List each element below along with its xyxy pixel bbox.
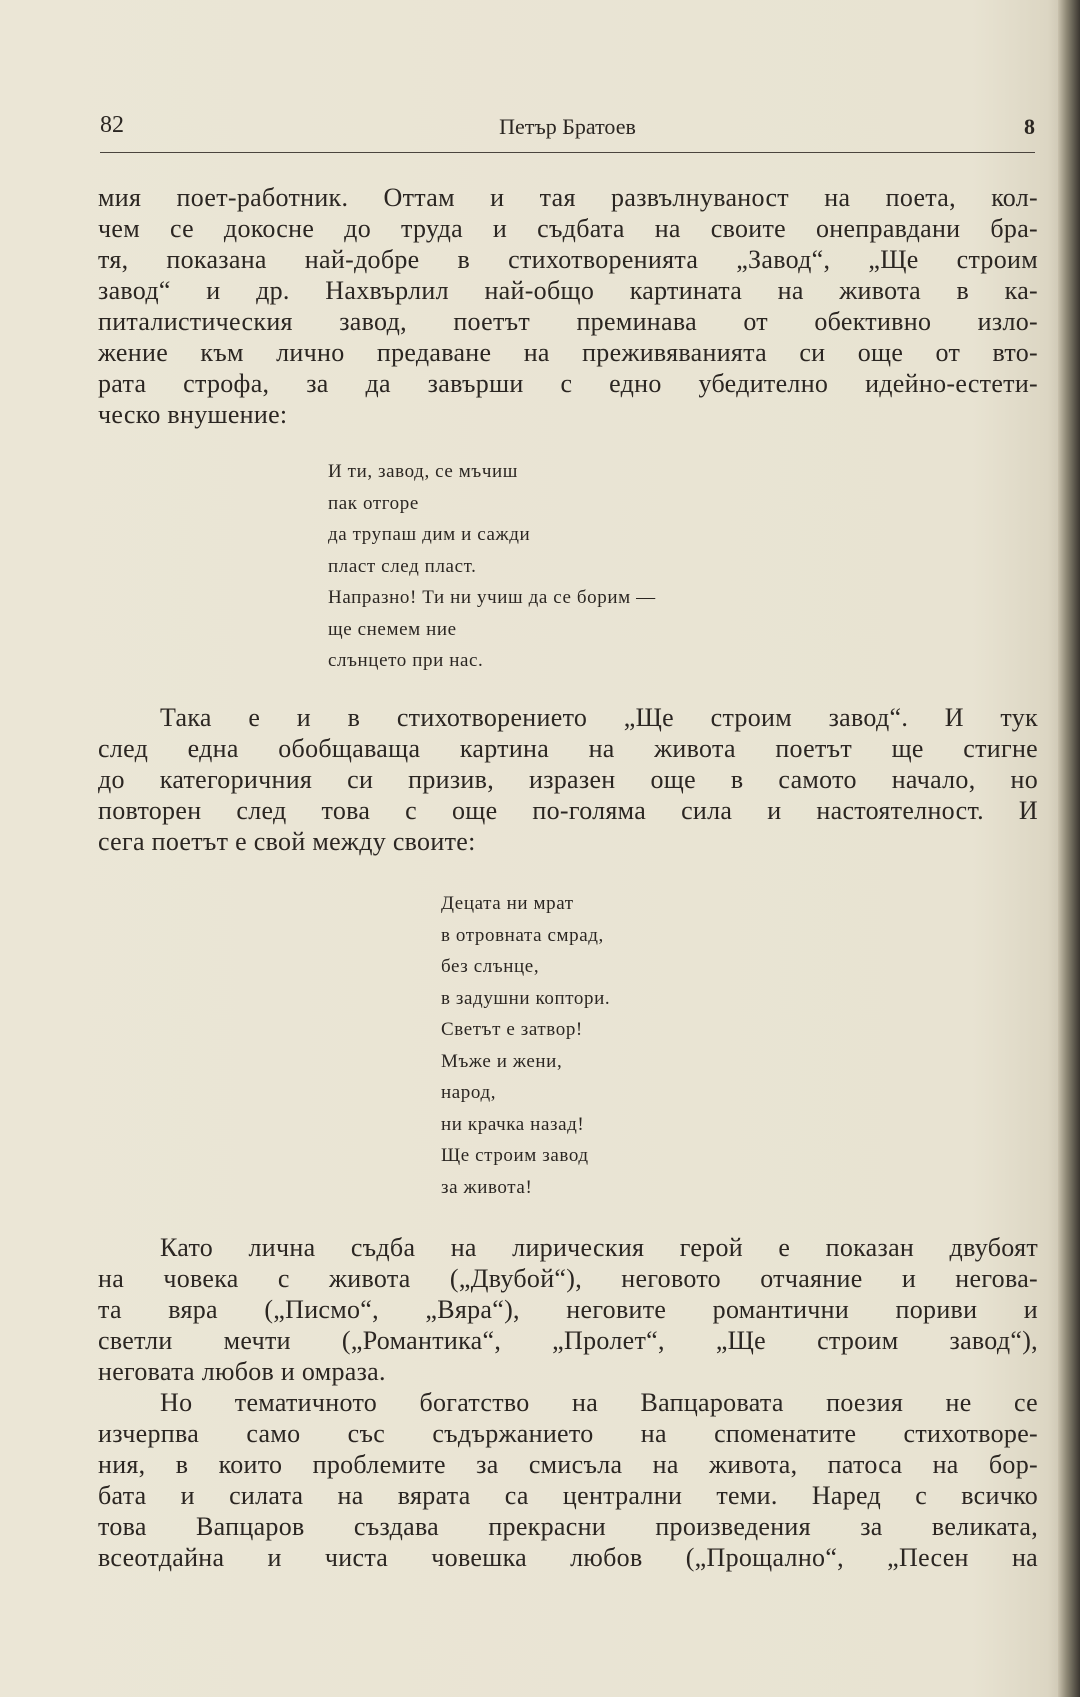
poem-line: Децата ни мрат <box>441 893 574 914</box>
text-line: тя, показана най-добре в стихотворенията „Завод“, „Ще строим <box>98 245 1038 274</box>
paragraph-2 <box>98 702 1038 857</box>
poem-line: И ти, завод, се мъчиш <box>328 461 518 482</box>
poem-line: пак отгоре <box>328 492 419 514</box>
text-line: светли мечти („Романтика“, „Пролет“, „Ще строим завод“), <box>98 1326 1038 1355</box>
text-line: ния, в които проблемите за смисъла на живота, патоса на бор- <box>98 1450 1038 1479</box>
poem-line: в отровната смрад, <box>441 924 604 946</box>
poem-excerpt-shte-stroim-zavod <box>441 888 610 1203</box>
text-line: питалистическия завод, поетът преминава от обективно изло- <box>98 307 1038 336</box>
signature-mark: 8 <box>1024 114 1035 139</box>
poem-line: Напразно! Ти ни учиш да се борим — <box>328 587 656 608</box>
text-line: на човека с живота („Двубой“), неговото отчаяние и негова- <box>98 1264 1038 1293</box>
text-line: това Вапцаров създава прекрасни произведения за великата, <box>98 1512 1038 1541</box>
page-edge-shadow <box>1058 0 1080 1697</box>
poem-line: без слънце, <box>441 956 540 977</box>
text-line: след една обобщаваща картина на живота поетът ще стигне <box>98 734 1038 763</box>
poem-line: да трупаш дим и сажди <box>328 524 531 545</box>
poem-line: слънцето при нас. <box>328 650 484 671</box>
text-line: жение към лично предаване на преживяванията си още от вто- <box>98 338 1038 367</box>
text-line: Така е и в стихотворението „Ще строим завод“. И тук <box>160 703 1038 732</box>
poem-line: Мъже и жени, <box>441 1050 563 1072</box>
poem-line: пласт след пласт. <box>328 555 477 577</box>
text-line: до категоричния си призив, изразен още в самото начало, но <box>98 765 1038 794</box>
poem-line: ни крачка назад! <box>441 1113 585 1135</box>
running-title: Петър Братоев <box>499 114 636 139</box>
text-line: сега поетът е свой между своите: <box>98 827 476 856</box>
paragraph-1 <box>98 182 1038 430</box>
text-line: мия поет-работник. Оттам и тая развълнуваност на поета, кол- <box>98 183 1038 212</box>
page-header <box>100 110 1035 153</box>
text-line: та вяра („Писмо“, „Вяра“), неговите романтични пориви и <box>98 1295 1038 1324</box>
poem-line: за живота! <box>441 1176 533 1198</box>
text-line: всеотдайна и чиста човешка любов („Прощално“, „Песен на <box>98 1543 1038 1572</box>
text-line: ческо внушение: <box>98 400 288 429</box>
poem-line: Светът е затвор! <box>441 1019 583 1040</box>
text-line: изчерпва само със съдържанието на споменатите стихотворе- <box>98 1419 1038 1448</box>
paragraph-4 <box>98 1387 1038 1573</box>
text-line: Но тематичното богатство на Вапцаровата поезия не се <box>160 1388 1038 1417</box>
text-line: повторен след това с още по-голяма сила и настоятелност. И <box>98 796 1038 825</box>
poem-line: ще снемем ние <box>328 618 457 640</box>
poem-line: Ще строим завод <box>441 1145 589 1166</box>
poem-line: народ, <box>441 1082 497 1103</box>
text-line: чем се докосне до труда и съдбата на своите онеправдани бра- <box>98 214 1038 243</box>
paragraph-3 <box>98 1232 1038 1387</box>
text-line: бата и силата на вярата са централни теми. Наред с всичко <box>98 1481 1038 1510</box>
page-number: 82 <box>100 112 124 138</box>
text-line: Като лична съдба на лирическия герой е показан двубоят <box>160 1233 1038 1262</box>
text-line: неговата любов и омраза. <box>98 1357 386 1386</box>
poem-line: в задушни коптори. <box>441 987 611 1009</box>
text-line: завод“ и др. Нахвърлил най-общо картината на живота в ка- <box>98 276 1038 305</box>
text-line: рата строфа, за да завърши с едно убедително идейно-естети- <box>98 369 1038 398</box>
poem-excerpt-zavod <box>328 456 656 677</box>
